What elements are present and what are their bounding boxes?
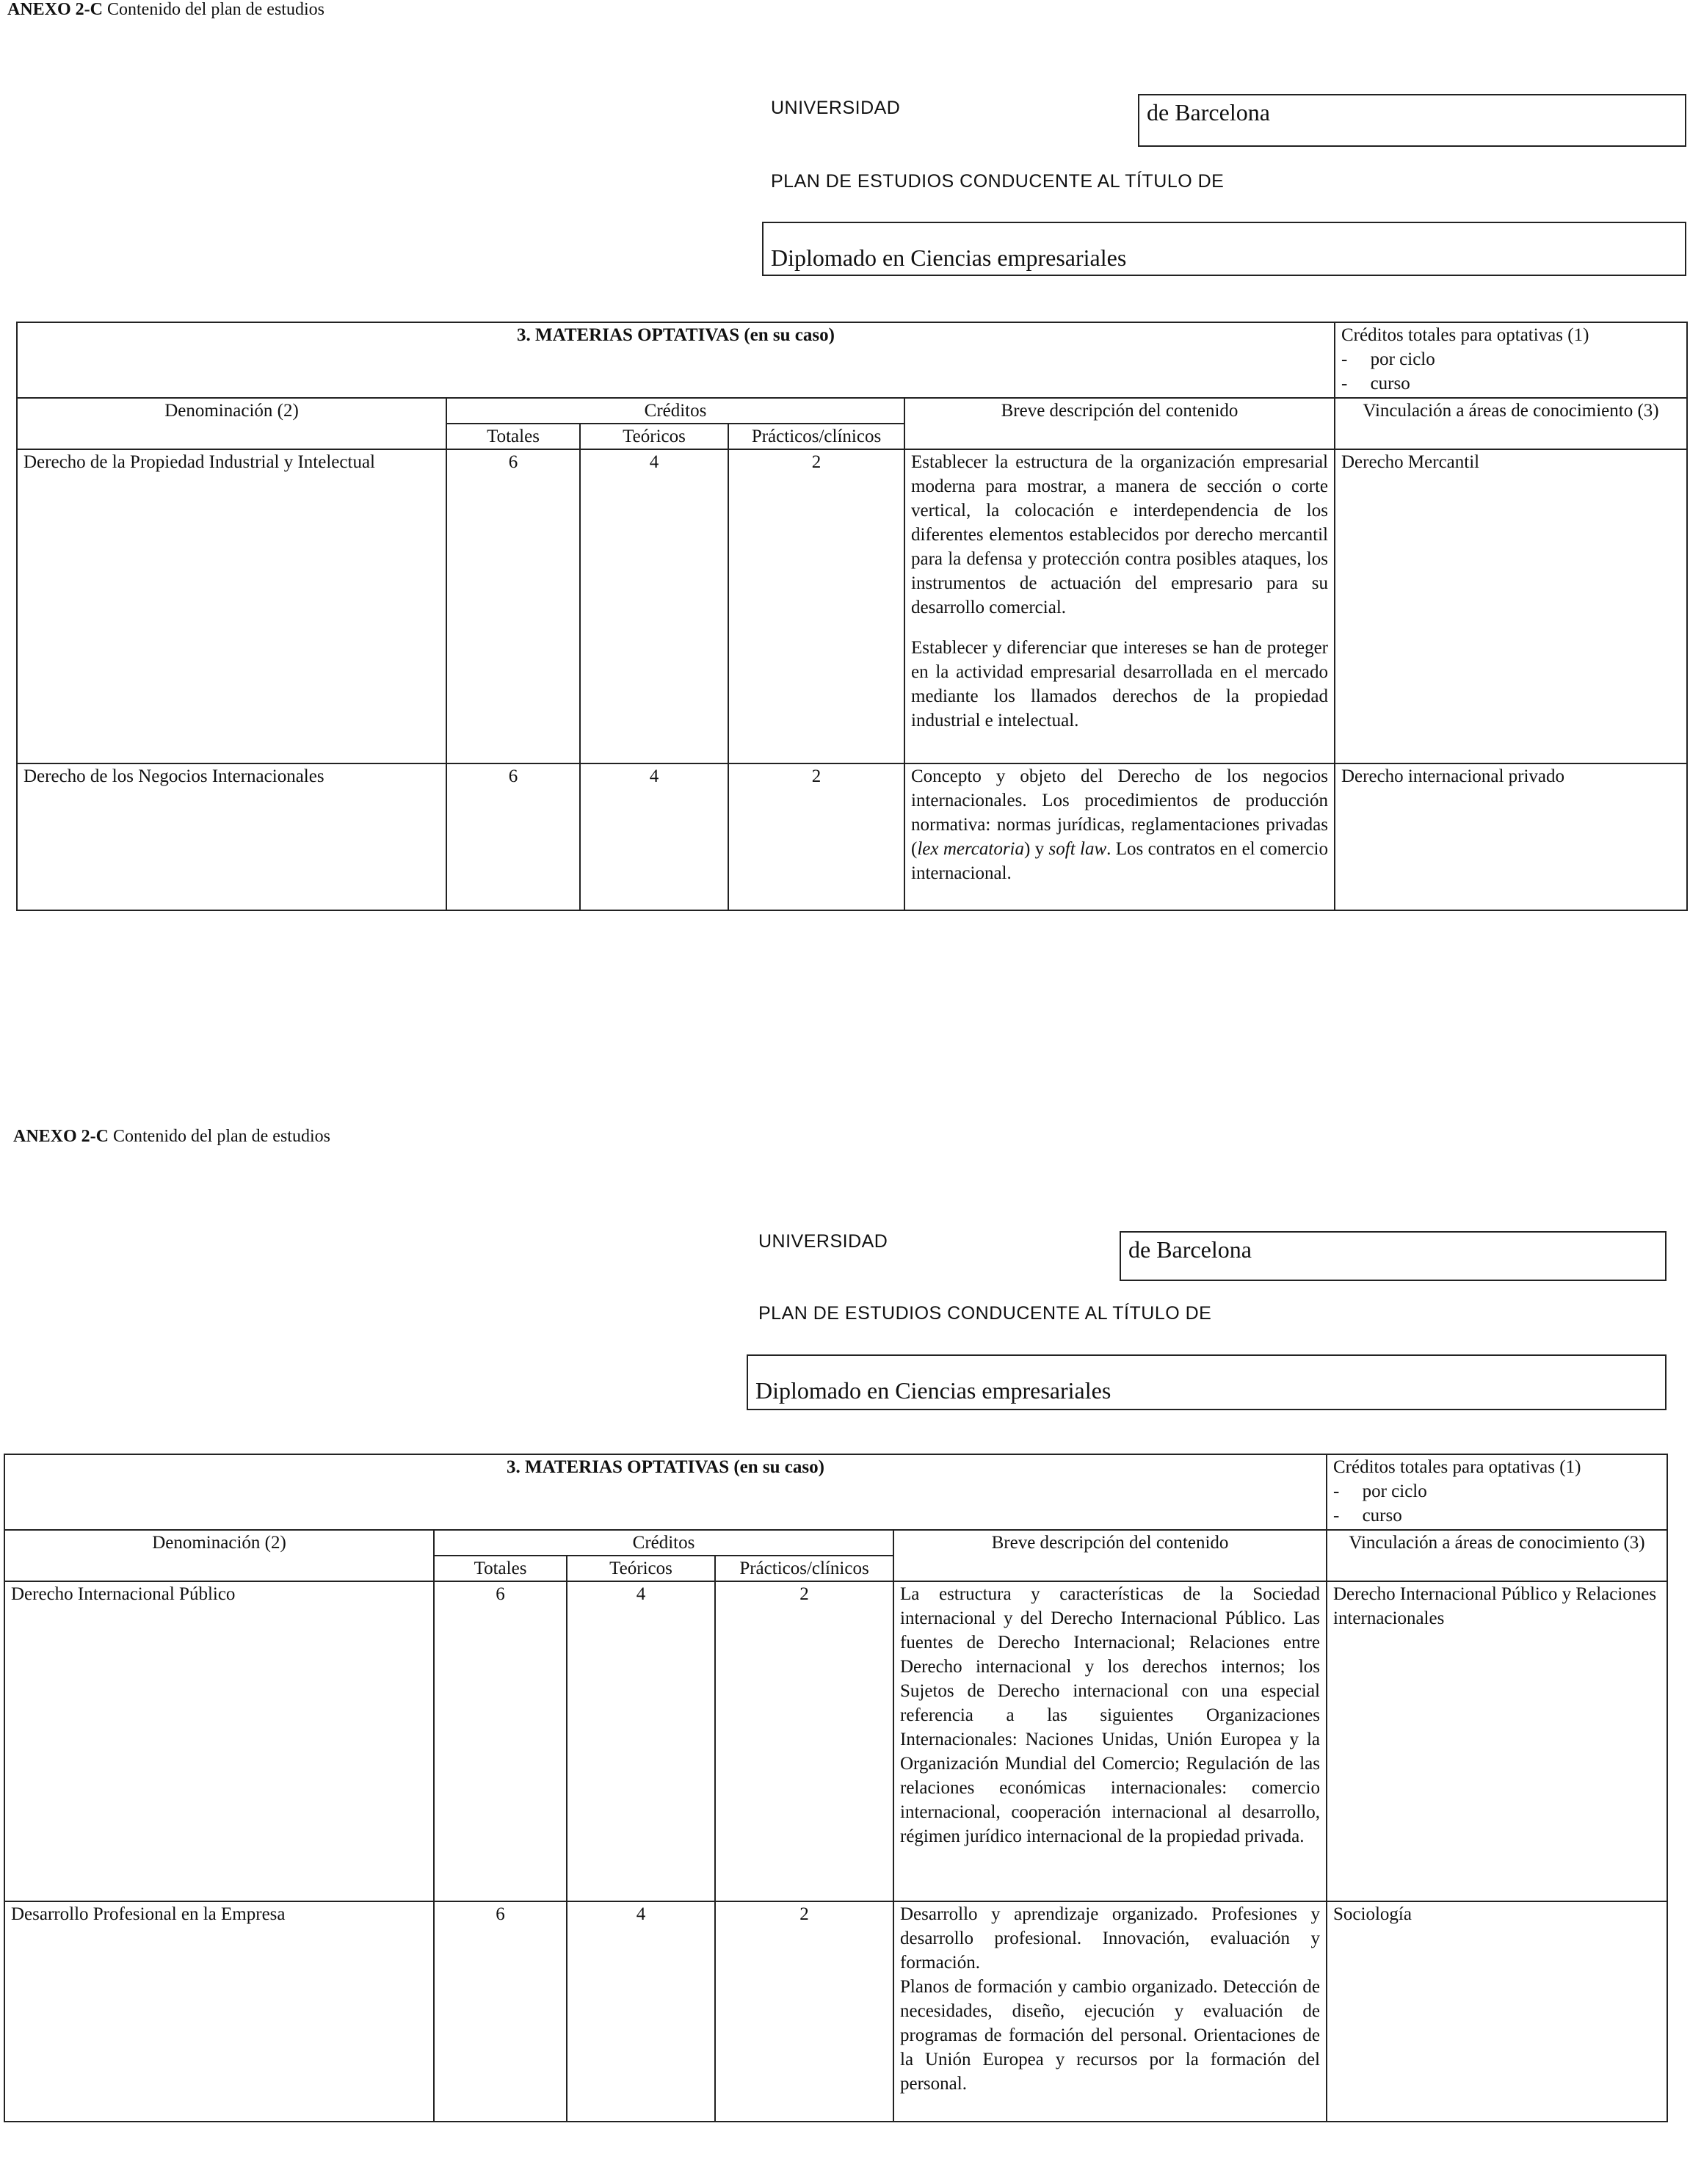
- vinculacion: Sociología: [1327, 1901, 1667, 2122]
- col-denominacion: Denominación (2): [17, 398, 446, 449]
- curso: - curso: [1333, 1506, 1402, 1525]
- vinculacion: Derecho internacional privado: [1335, 763, 1687, 910]
- descripcion-paragraph: Planos de formación y cambio organizado. Detección de necesidades, diseño, ejecución y evaluación de programas de formación del personal. Orientaciones de la Unión Europea y recursos por la formación del personal.: [900, 1977, 1320, 2094]
- denominacion: Derecho de la Propiedad Industrial y Intelectual: [17, 449, 446, 763]
- table-row: [4, 1581, 1667, 1901]
- annex-text: Contenido del plan de estudios: [113, 1127, 330, 1146]
- creditos-totales-cell: [1327, 1454, 1667, 1530]
- col-vinculacion: Vinculación a áreas de conocimiento (3): [1327, 1530, 1667, 1581]
- por-ciclo: - por ciclo: [1333, 1481, 1427, 1501]
- col-denominacion: Denominación (2): [4, 1530, 434, 1581]
- totales: 6: [446, 449, 580, 763]
- denominacion: Desarrollo Profesional en la Empresa: [4, 1901, 434, 2122]
- descripcion-text: . Los contratos en el comercio internacional.: [911, 839, 1328, 883]
- col-vinculacion: Vinculación a áreas de conocimiento (3): [1335, 398, 1687, 449]
- col-descripcion: Breve descripción del contenido: [904, 398, 1335, 449]
- creditos-totales-label: Créditos totales para optativas (1): [1333, 1457, 1581, 1477]
- descripcion: [904, 763, 1335, 910]
- vinculacion: Derecho Internacional Público y Relaciones internacionales: [1327, 1581, 1667, 1901]
- totales: 6: [434, 1901, 567, 2122]
- descripcion-text: Concepto y objeto del Derecho de los negocios internacionales. Los procedimientos de producción normativa: normas jurídicas, reglamentaciones privadas (: [911, 766, 1328, 859]
- table-row: [4, 1901, 1667, 2122]
- universidad-box: de Barcelona: [1120, 1231, 1667, 1281]
- teoricos: 4: [567, 1581, 715, 1901]
- annex-header: [7, 0, 324, 19]
- col-creditos: Créditos: [434, 1530, 893, 1556]
- curso: - curso: [1341, 374, 1410, 393]
- col-creditos: Créditos: [446, 398, 904, 424]
- vinculacion: Derecho Mercantil: [1335, 449, 1687, 763]
- denominacion: Derecho de los Negocios Internacionales: [17, 763, 446, 910]
- creditos-totales-cell: [1335, 322, 1687, 398]
- descripcion-text: ) y: [1024, 839, 1049, 859]
- descripcion-paragraph: Desarrollo y aprendizaje organizado. Profesiones y desarrollo profesional. Innovación, evaluación y formación.: [900, 1904, 1320, 1973]
- annex-code: ANEXO 2-C: [7, 0, 103, 19]
- table-row: [17, 449, 1687, 763]
- teoricos: 4: [580, 449, 728, 763]
- por-ciclo: - por ciclo: [1341, 349, 1435, 369]
- denominacion: Derecho Internacional Público: [4, 1581, 434, 1901]
- materias-table: [4, 1454, 1668, 2122]
- annex-text: Contenido del plan de estudios: [107, 0, 324, 19]
- creditos-totales-label: Créditos totales para optativas (1): [1341, 325, 1589, 345]
- descripcion: [893, 1901, 1327, 2122]
- annex-header: [13, 1127, 330, 1146]
- plan-label: PLAN DE ESTUDIOS CONDUCENTE AL TÍTULO DE: [771, 171, 1225, 192]
- descripcion: [904, 449, 1335, 763]
- descripcion-italic: lex mercatoria: [917, 839, 1024, 859]
- table-row: [17, 763, 1687, 910]
- titulo-box: Diplomado en Ciencias empresariales: [762, 222, 1686, 276]
- titulo-box: Diplomado en Ciencias empresariales: [747, 1354, 1667, 1410]
- col-descripcion: Breve descripción del contenido: [893, 1530, 1327, 1581]
- page-2: [0, 1127, 1690, 2184]
- descripcion: La estructura y características de la Sociedad internacional y del Derecho Internacional Público. Las fuentes de Derecho Internacional; Relaciones entre Derecho internacional y los derechos internos; los Sujetos de Derecho internacional con una especial referencia a las siguientes Organizaciones Internacionales: Naciones Unidas, Unión Europea y la Organización Mundial del Comercio; Regulación de las relaciones económicas internacionales: comercio internacional, cooperación internacional al desarrollo, régimen jurídico internacional de la propiedad privada.: [893, 1581, 1327, 1901]
- descripcion-italic: soft law: [1048, 839, 1107, 859]
- universidad-box: de Barcelona: [1138, 94, 1686, 147]
- col-teoricos: Teóricos: [580, 424, 728, 449]
- col-totales: Totales: [446, 424, 580, 449]
- universidad-label: UNIVERSIDAD: [771, 98, 901, 118]
- practicos: 2: [715, 1581, 893, 1901]
- col-totales: Totales: [434, 1556, 567, 1581]
- col-practicos: Prácticos/clínicos: [715, 1556, 893, 1581]
- col-practicos: Prácticos/clínicos: [728, 424, 904, 449]
- section-title: 3. MATERIAS OPTATIVAS (en su caso): [4, 1454, 1327, 1530]
- totales: 6: [446, 763, 580, 910]
- practicos: 2: [728, 763, 904, 910]
- teoricos: 4: [580, 763, 728, 910]
- descripcion-paragraph: Establecer y diferenciar que intereses se han de proteger en la actividad empresarial desarrollada en el mercado mediante los llamados derechos de la propiedad industrial e intelectual.: [911, 638, 1328, 730]
- totales: 6: [434, 1581, 567, 1901]
- section-title: 3. MATERIAS OPTATIVAS (en su caso): [17, 322, 1335, 398]
- teoricos: 4: [567, 1901, 715, 2122]
- annex-code: ANEXO 2-C: [13, 1127, 109, 1146]
- col-teoricos: Teóricos: [567, 1556, 715, 1581]
- practicos: 2: [728, 449, 904, 763]
- plan-label: PLAN DE ESTUDIOS CONDUCENTE AL TÍTULO DE: [758, 1303, 1212, 1324]
- practicos: 2: [715, 1901, 893, 2122]
- page-1: [0, 0, 1690, 1057]
- universidad-label: UNIVERSIDAD: [758, 1231, 888, 1252]
- descripcion-paragraph: Establecer la estructura de la organización empresarial moderna para mostrar, a manera de sección o corte vertical, la colocación e interdependencia de los diferentes elementos establecidos por derecho mercantil para la defensa y protección contra posibles ataques, los instrumentos de actuación del empresario para su desarrollo comercial.: [911, 452, 1328, 617]
- materias-table: [16, 322, 1688, 911]
